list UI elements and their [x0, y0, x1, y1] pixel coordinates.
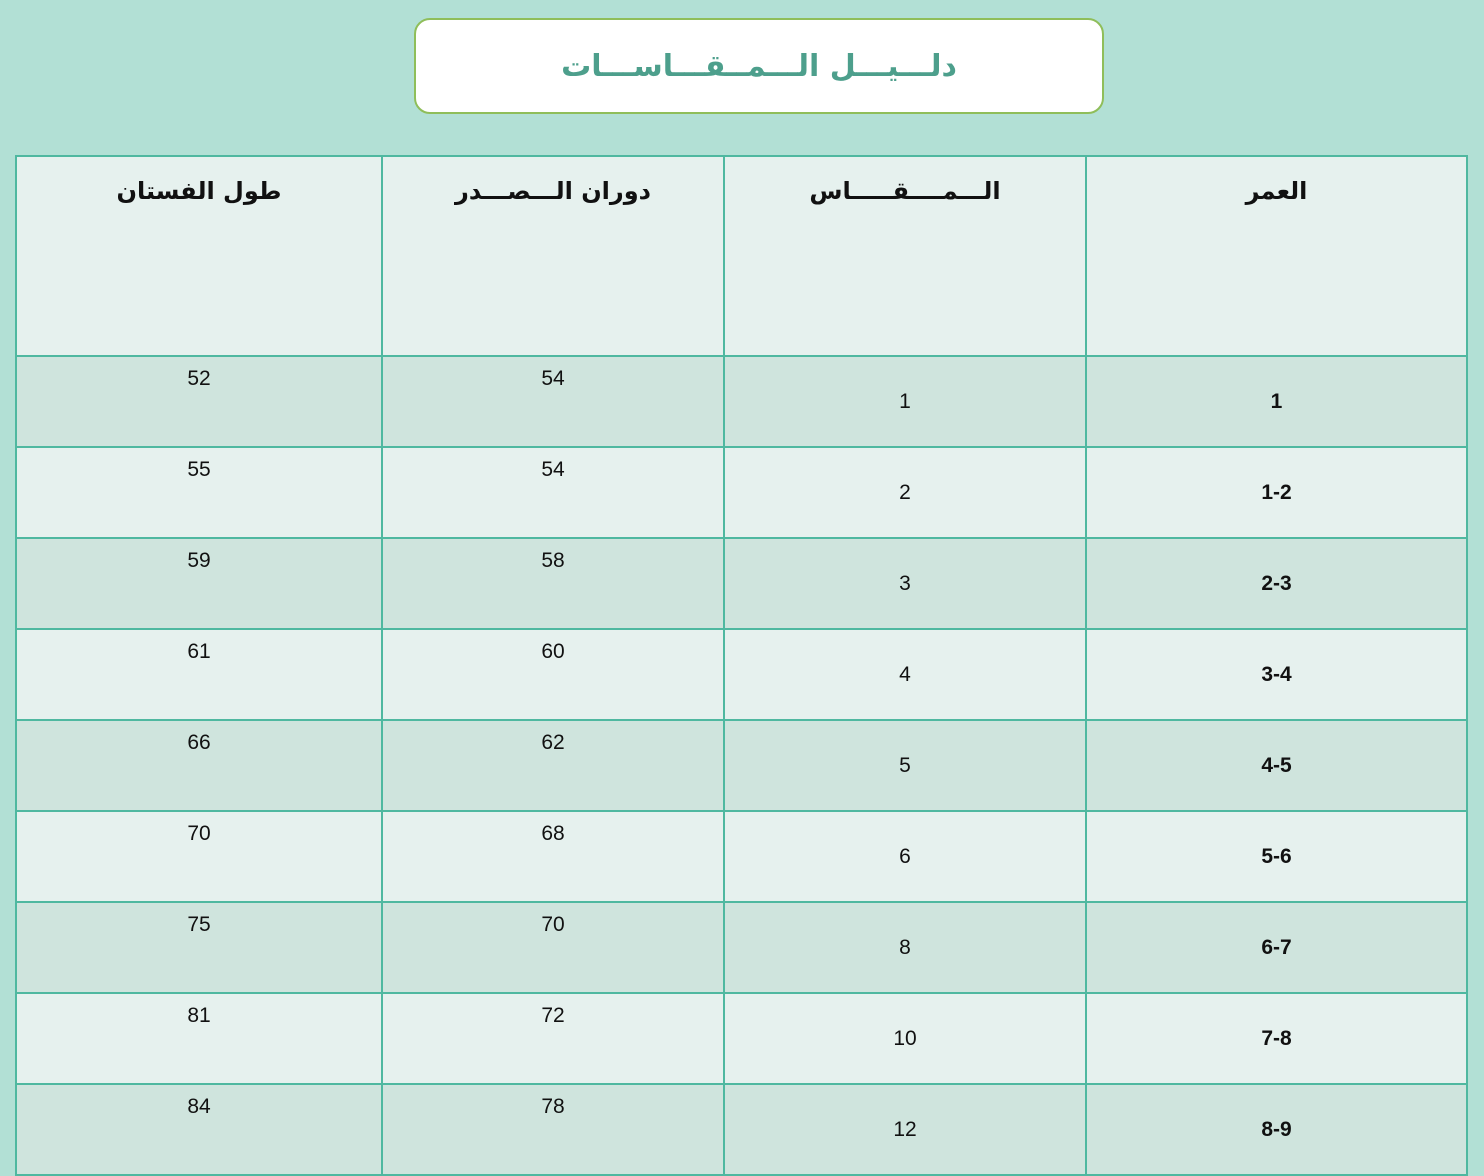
- header-age: العمر: [1086, 156, 1467, 356]
- table-row: [16, 538, 1467, 629]
- cell-size: 3: [724, 538, 1086, 629]
- size-chart-table: [15, 155, 1468, 1176]
- cell-length: 59: [16, 538, 382, 629]
- header-length: طول الفستان: [16, 156, 382, 356]
- cell-chest: 72: [382, 993, 724, 1084]
- cell-length: 61: [16, 629, 382, 720]
- table-row: [16, 811, 1467, 902]
- cell-size: 4: [724, 629, 1086, 720]
- cell-chest: 58: [382, 538, 724, 629]
- cell-age: 3-4: [1086, 629, 1467, 720]
- page-title: دلـــيـــل الـــمــقـــاســـات: [561, 48, 957, 84]
- cell-size: 12: [724, 1084, 1086, 1175]
- table-row: [16, 993, 1467, 1084]
- cell-length: 84: [16, 1084, 382, 1175]
- cell-size: 2: [724, 447, 1086, 538]
- cell-length: 70: [16, 811, 382, 902]
- cell-length: 81: [16, 993, 382, 1084]
- table-row: [16, 720, 1467, 811]
- cell-age: 1-2: [1086, 447, 1467, 538]
- cell-chest: 70: [382, 902, 724, 993]
- cell-age: 8-9: [1086, 1084, 1467, 1175]
- cell-length: 66: [16, 720, 382, 811]
- table-row: [16, 902, 1467, 993]
- cell-chest: 54: [382, 356, 724, 447]
- title-box: [414, 18, 1104, 114]
- cell-age: 4-5: [1086, 720, 1467, 811]
- cell-age: 5-6: [1086, 811, 1467, 902]
- cell-age: 2-3: [1086, 538, 1467, 629]
- cell-length: 75: [16, 902, 382, 993]
- cell-age: 6-7: [1086, 902, 1467, 993]
- cell-length: 52: [16, 356, 382, 447]
- cell-size: 5: [724, 720, 1086, 811]
- cell-age: 1: [1086, 356, 1467, 447]
- cell-size: 6: [724, 811, 1086, 902]
- header-chest: دوران الـــصـــدر: [382, 156, 724, 356]
- cell-chest: 62: [382, 720, 724, 811]
- cell-chest: 78: [382, 1084, 724, 1175]
- table-row: [16, 356, 1467, 447]
- cell-chest: 68: [382, 811, 724, 902]
- cell-chest: 54: [382, 447, 724, 538]
- table-row: [16, 447, 1467, 538]
- cell-size: 1: [724, 356, 1086, 447]
- table-header-row: [16, 156, 1467, 356]
- table-row: [16, 1084, 1467, 1175]
- table-row: [16, 629, 1467, 720]
- cell-age: 7-8: [1086, 993, 1467, 1084]
- cell-chest: 60: [382, 629, 724, 720]
- header-size: الـــمــــقـــــاس: [724, 156, 1086, 356]
- cell-size: 10: [724, 993, 1086, 1084]
- cell-length: 55: [16, 447, 382, 538]
- cell-size: 8: [724, 902, 1086, 993]
